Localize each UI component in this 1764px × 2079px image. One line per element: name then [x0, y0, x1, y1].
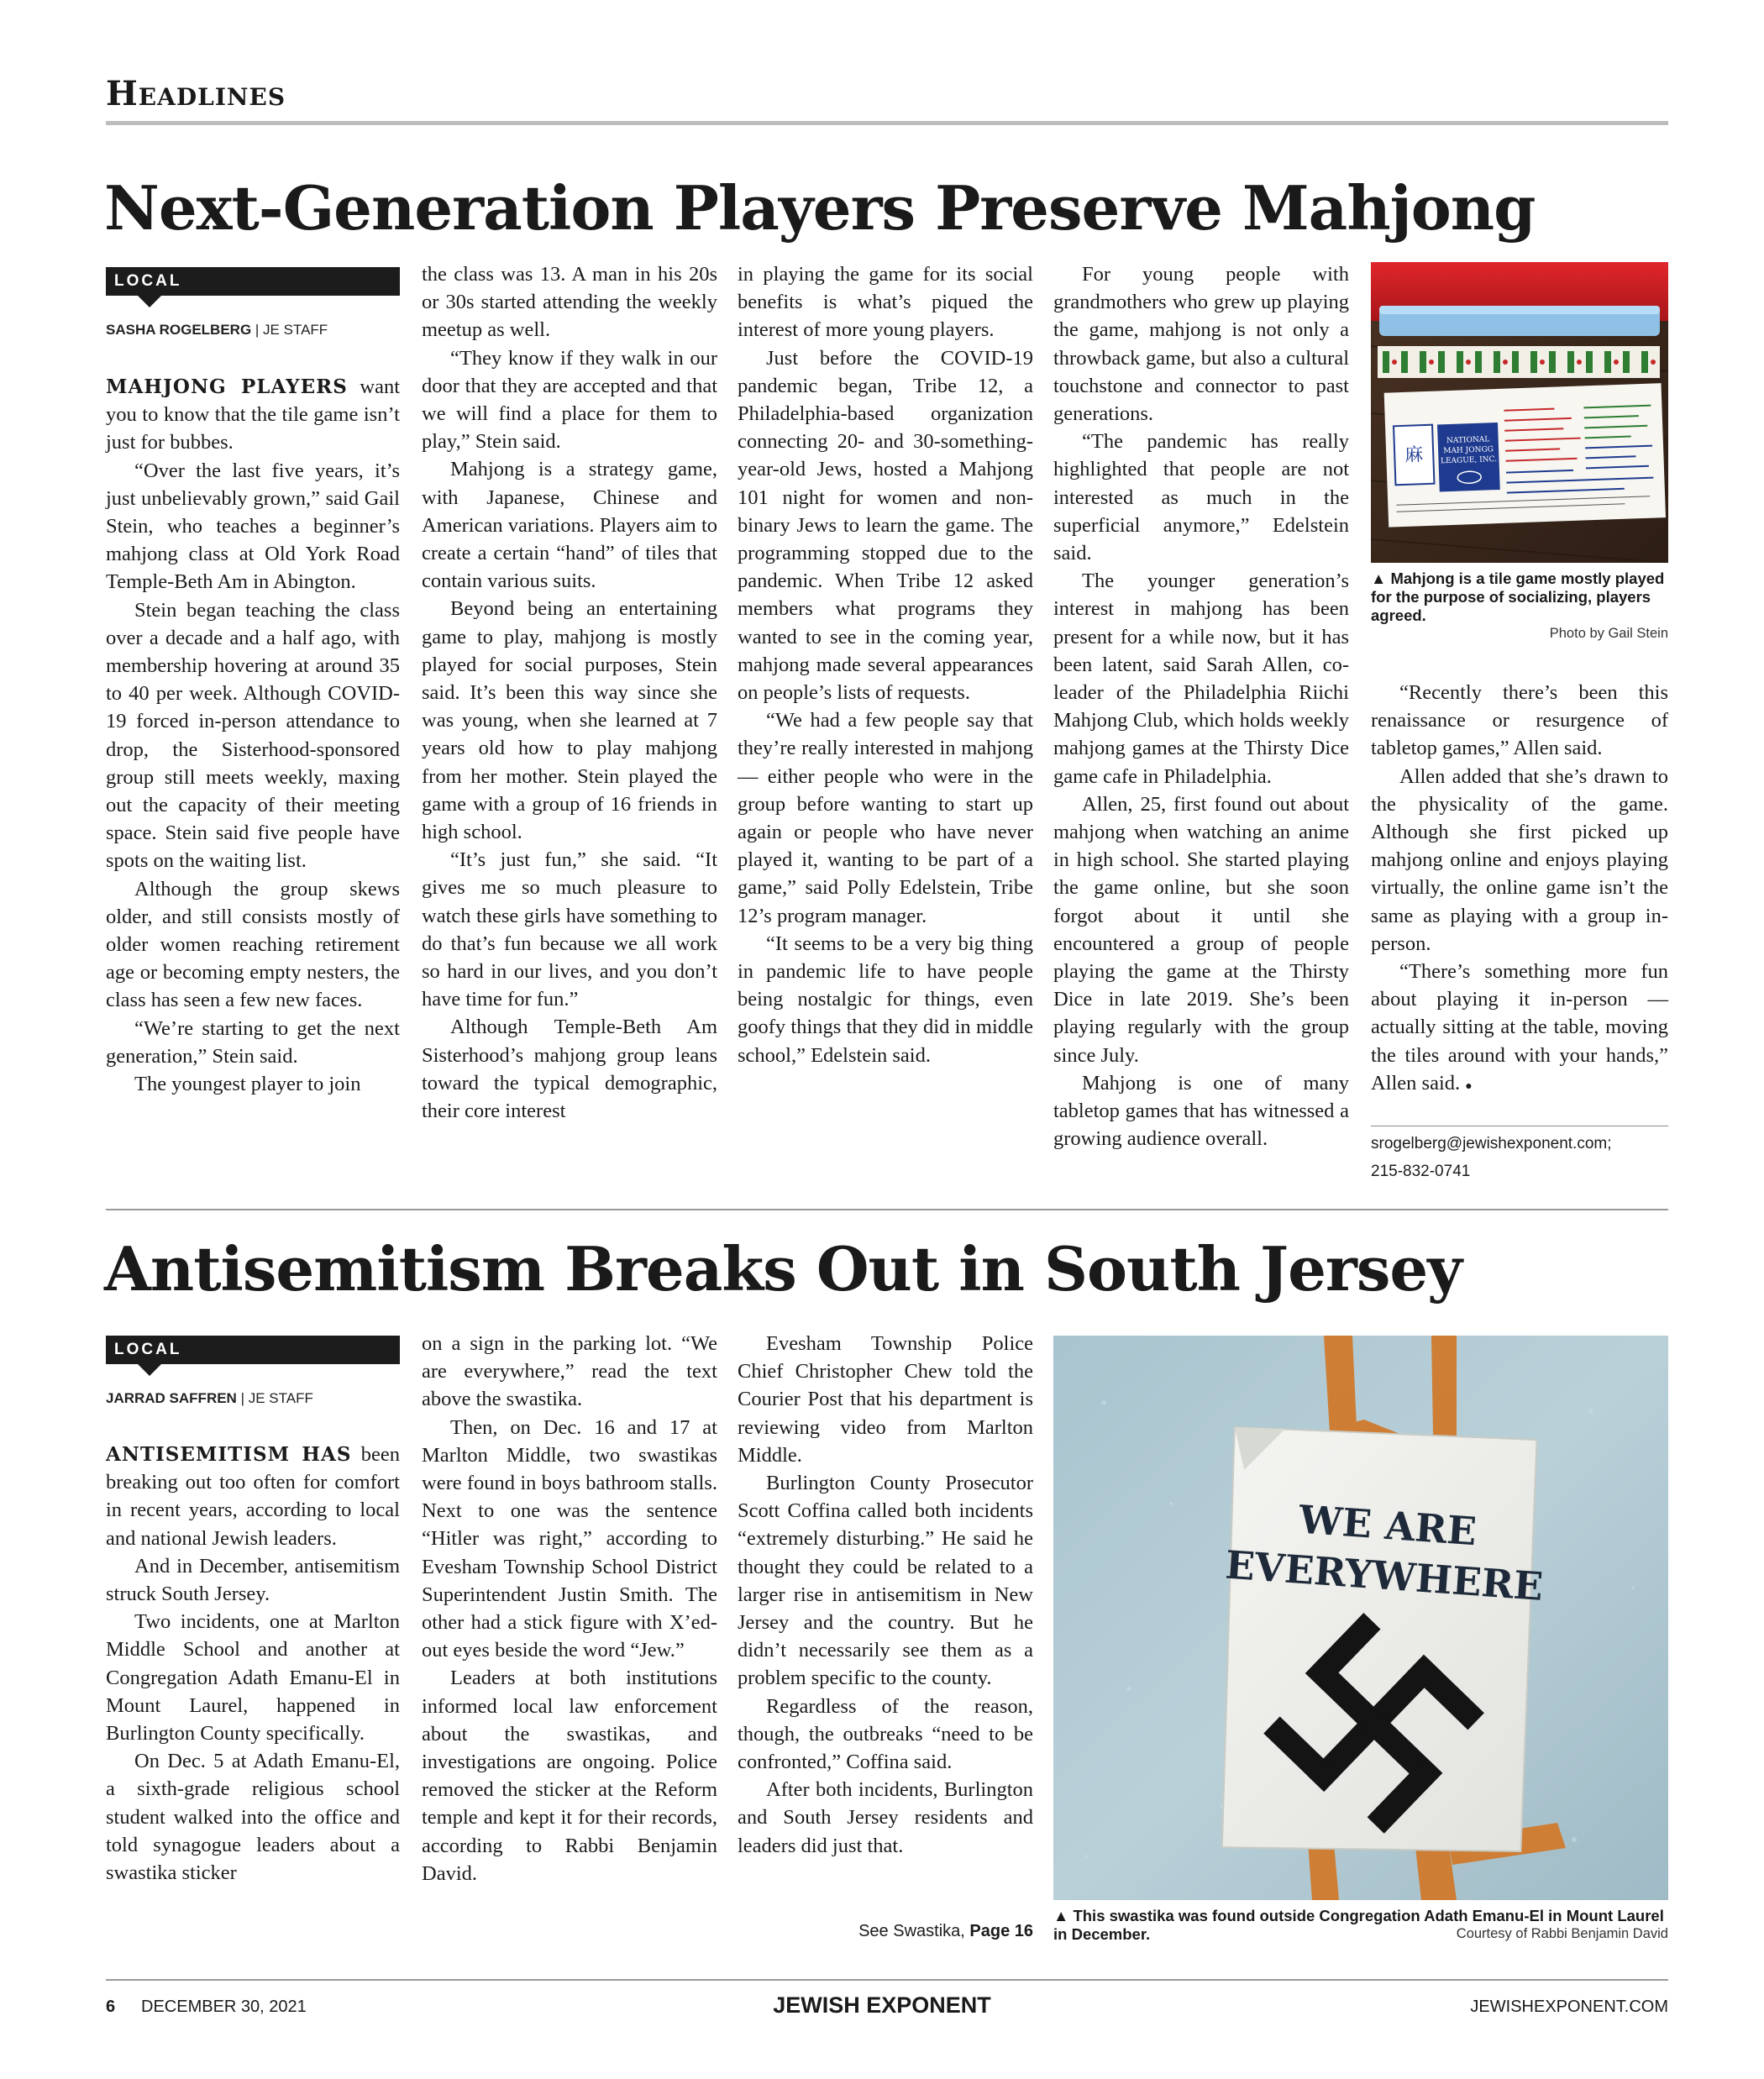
paragraph: Leaders at both institutions informed local law enforcement about the swastikas, and investigations are ongoing. Police removed the sticker at the Reform temple and kept it for their records, according to Rabbi Benjamin David. — [422, 1667, 717, 1885]
paragraph: Allen added that she’s drawn to the physicality of the game. Although she first picked up mahjong online and enjoys playing virtually, the online game isn’t the same as playing with a group in-person. — [1371, 764, 1668, 955]
article1-column-4 — [1053, 260, 1349, 1153]
sticker-text-line-1: WE ARE — [1297, 1496, 1478, 1555]
lead-in: ANTISEMITISM HAS — [106, 1443, 352, 1466]
sticker-text-line-2: EVERYWHERE — [1223, 1541, 1545, 1609]
article2-byline — [106, 1390, 313, 1407]
paragraph: The younger generation’s interest in mahjong has been present for a while now, but it has been latent, said Sarah Allen, co-leader of the Philadelphia Riichi Mahjong Club, which holds weekly mahjong games at the Thirsty Dice game cafe in Philadelphia. — [1053, 570, 1349, 788]
paragraph: Then, on Dec. 16 and 17 at Marlton Middle, two swastikas were found in boys bathroom stalls. Next to one was the sentence “Hitler was right,” according to Evesham Township School District Superintendent Justin Smith. The other had a stick figure with X’ed-out eyes beside the word “Jew.” — [422, 1415, 717, 1662]
article1-author-role: | JE STAFF — [255, 322, 328, 338]
article1-column-5 — [1371, 679, 1668, 1100]
footer-rule — [106, 1979, 1668, 1981]
paragraph: Although the group skews older, and still consists mostly of older women reaching retirement age or becoming empty nesters, the class has seen a few new faces. — [106, 877, 400, 1012]
paragraph: ANTISEMITISM HAS been breaking out too often for comfort in recent years, according to local and national Jewish leaders. — [106, 1443, 400, 1550]
paragraph: “It’s just fun,” she said. “It gives me so much pleasure to watch these girls have something to do that’s fun because we all work so hard in our lives, and you don’t have time for fun.” — [422, 848, 717, 1011]
mahjong-card-line-1: NATIONAL — [1446, 435, 1490, 446]
paragraph: on a sign in the parking lot. “We are everywhere,” read the text above the swastika. — [422, 1332, 717, 1411]
paragraph: MAHJONG PLAYERS want you to know that the tile game isn’t just for bubbes. — [106, 375, 400, 454]
paragraph: Allen, 25, first found out about mahjong when watching an anime in high school. She started playing the game online, but she soon forgot about it until she encountered a group of people playing the game at the Thirsty Dice in late 2019. She’s been playing regularly with the group since July. — [1053, 792, 1349, 1067]
mahjong-card-line-3: LEAGUE, INC. — [1440, 455, 1498, 466]
article1-section-tag: LOCAL — [106, 267, 400, 296]
paragraph: Burlington County Prosecutor Scott Coffina called both incidents “extremely disturbing.” He said he thought they could be related to a larger rise in antisemitism in New Jersey and the country. But he didn’t necessarily see them as a problem specific to the county. — [738, 1472, 1033, 1690]
paragraph: Mahjong is a strategy game, with Japanese, Chinese and American variations. Players aim to create a certain “hand” of tiles that contain various suits. — [422, 458, 717, 593]
section-title: Headlines — [106, 74, 286, 113]
svg-text:麻: 麻 — [1404, 444, 1424, 466]
mahjong-photo — [1371, 262, 1668, 563]
mahjong-photo-credit: Photo by Gail Stein — [1549, 626, 1668, 641]
end-mark-icon: ● — [1465, 1079, 1473, 1093]
paragraph: “We had a few people say that they’re really interested in mahjong — either people who were in the group before wanting to start up again or people who have never played it, wanting to be part of a game,” said Polly Edelstein, Tribe 12’s program manager. — [738, 709, 1033, 927]
article1-column-3 — [738, 260, 1033, 1069]
article2-author: JARRAD SAFFREN — [106, 1390, 237, 1406]
article2-column-2 — [422, 1330, 717, 1887]
article1-author: SASHA ROGELBERG — [106, 322, 252, 338]
page-number: 6 — [106, 1998, 116, 2016]
section-rule — [106, 121, 1668, 125]
article2-column-3 — [738, 1330, 1033, 1860]
website-link[interactable]: JEWISHEXPONENT.COM — [1470, 1998, 1668, 2016]
issue-date: DECEMBER 30, 2021 — [141, 1998, 307, 2016]
paragraph: For young people with grandmothers who grew up playing the game, mahjong is not only a throwback game, but also a cultural touchstone and connector to past generations. — [1053, 263, 1349, 426]
paragraph: Just before the COVID-19 pandemic began, Tribe 12, a Philadelphia-based organization connecting 20- and 30-something-year-old Jews, hosted a Mahjong 101 night for women and non-binary Jews to learn the game. The programming stopped due to the pandemic. When Tribe 12 asked members what programs they wanted to see in the coming year, mahjong made several appearances on people’s lists of requests. — [738, 346, 1033, 705]
article1-column-2 — [422, 260, 717, 1125]
article2-column-1 — [106, 1441, 400, 1887]
paragraph: Beyond being an entertaining game to play, mahjong is mostly played for social purposes, Stein said. It’s been this way since she was young, when she learned at 7 years old how to play mahjong from her mother. Stein played the game with a group of 16 friends in high school. — [422, 597, 717, 844]
article1-column-1 — [106, 373, 400, 1098]
lead-in: MAHJONG PLAYERS — [106, 375, 348, 398]
paragraph: “We’re starting to get the next generation,” Stein said. — [106, 1016, 400, 1068]
paragraph: Although Temple-Beth Am Sisterhood’s mahjong group leans toward the typical demographic, their core interest — [422, 1016, 717, 1123]
mahjong-photo-caption: ▲ Mahjong is a tile game mostly played for the purpose of socializing, players agreed. — [1371, 570, 1665, 624]
paragraph: “It seems to be a very big thing in pandemic life to have people being nostalgic for things, even goofy things that they did in middle school,” Edelstein said. — [738, 932, 1033, 1067]
article2-author-role: | JE STAFF — [240, 1390, 313, 1406]
paragraph: Stein began teaching the class over a decade and a half ago, with membership hovering at around 35 to 40 per week. Although COVID-19 forced in-person attendance to drop, the Sisterhood-sponsored group still meets weekly, maxing out the capacity of their meeting space. Stein said five people have spots on the waiting list. — [106, 598, 400, 873]
article1-byline — [106, 322, 328, 339]
paragraph: The youngest player to join — [134, 1073, 361, 1096]
mahjong-card-line-2: MAH JONGG — [1443, 445, 1494, 456]
paragraph: Regardless of the reason, though, the outbreaks “need to be confronted,” Coffina said. — [738, 1694, 1033, 1774]
sticker-photo — [1053, 1336, 1668, 1900]
paragraph: in playing the game for its social benefits is what’s piqued the interest of more young players. — [738, 263, 1033, 342]
paragraph: Two incidents, one at Marlton Middle School and another at Congregation Adath Emanu-El in Mount Laurel, happened in Burlington County specifically. — [106, 1610, 400, 1746]
paragraph: “Over the last five years, it’s just unbelievably grown,” said Gail Stein, who teaches a beginner’s mahjong class at Old York Road Temple-Beth Am in Abington. — [106, 459, 400, 594]
paragraph: “The pandemic has really highlighted that people are not interested as much in the superficial anymore,” Edelstein said. — [1053, 430, 1349, 565]
author-phone: 215-832-0741 — [1371, 1163, 1471, 1180]
paragraph: Mahjong is one of many tabletop games that has witnessed a growing audience overall. — [1053, 1071, 1349, 1151]
sticker-photo-caption: ▲ This swastika was found outside Congregation Adath Emanu-El in Mount Laurel in December. — [1053, 1907, 1664, 1943]
article2-headline: Antisemitism Breaks Out in South Jersey — [104, 1233, 1462, 1305]
article2-section-tag: LOCAL — [106, 1336, 400, 1364]
article1-headline: Next-Generation Players Preserve Mahjong — [104, 172, 1536, 244]
paragraph: “Recently there’s been this renaissance or resurgence of tabletop games,” Allen said. — [1371, 681, 1668, 760]
sticker-photo-image — [1053, 1336, 1668, 1900]
article-divider — [106, 1209, 1668, 1210]
publication-name: JEWISH EXPONENT — [773, 1992, 991, 2018]
author-email: srogelberg@jewishexponent.com; — [1371, 1135, 1612, 1152]
jump-page-link[interactable]: Page 16 — [969, 1922, 1033, 1940]
mahjong-photo-image — [1371, 262, 1668, 563]
paragraph: On Dec. 5 at Adath Emanu-El, a sixth-grade religious school student walked into the office and told synagogue leaders about a swastika sticker — [106, 1750, 400, 1885]
paragraph: And in December, antisemitism struck South Jersey. — [106, 1554, 400, 1606]
paragraph: the class was 13. A man in his 20s or 30s started attending the weekly meetup as well. — [422, 263, 717, 342]
paragraph: Evesham Township Police Chief Christopher Chew told the Courier Post that his department is reviewing video from Marlton Middle. — [738, 1332, 1033, 1467]
paragraph: After both incidents, Burlington and South Jersey residents and leaders did just that. — [738, 1778, 1033, 1857]
sticker-photo-credit: Courtesy of Rabbi Benjamin David — [1456, 1926, 1668, 1941]
paragraph: “There’s something more fun about playing it in-person — actually sitting at the table, moving the tiles around with your hands,” Allen said. ● — [1371, 960, 1668, 1095]
paragraph: “They know if they walk in our door that they are accepted and that we will find a place for them to play,” Stein said. — [422, 346, 717, 454]
jump-line: See Swastika, Page 16 — [858, 1922, 1033, 1940]
